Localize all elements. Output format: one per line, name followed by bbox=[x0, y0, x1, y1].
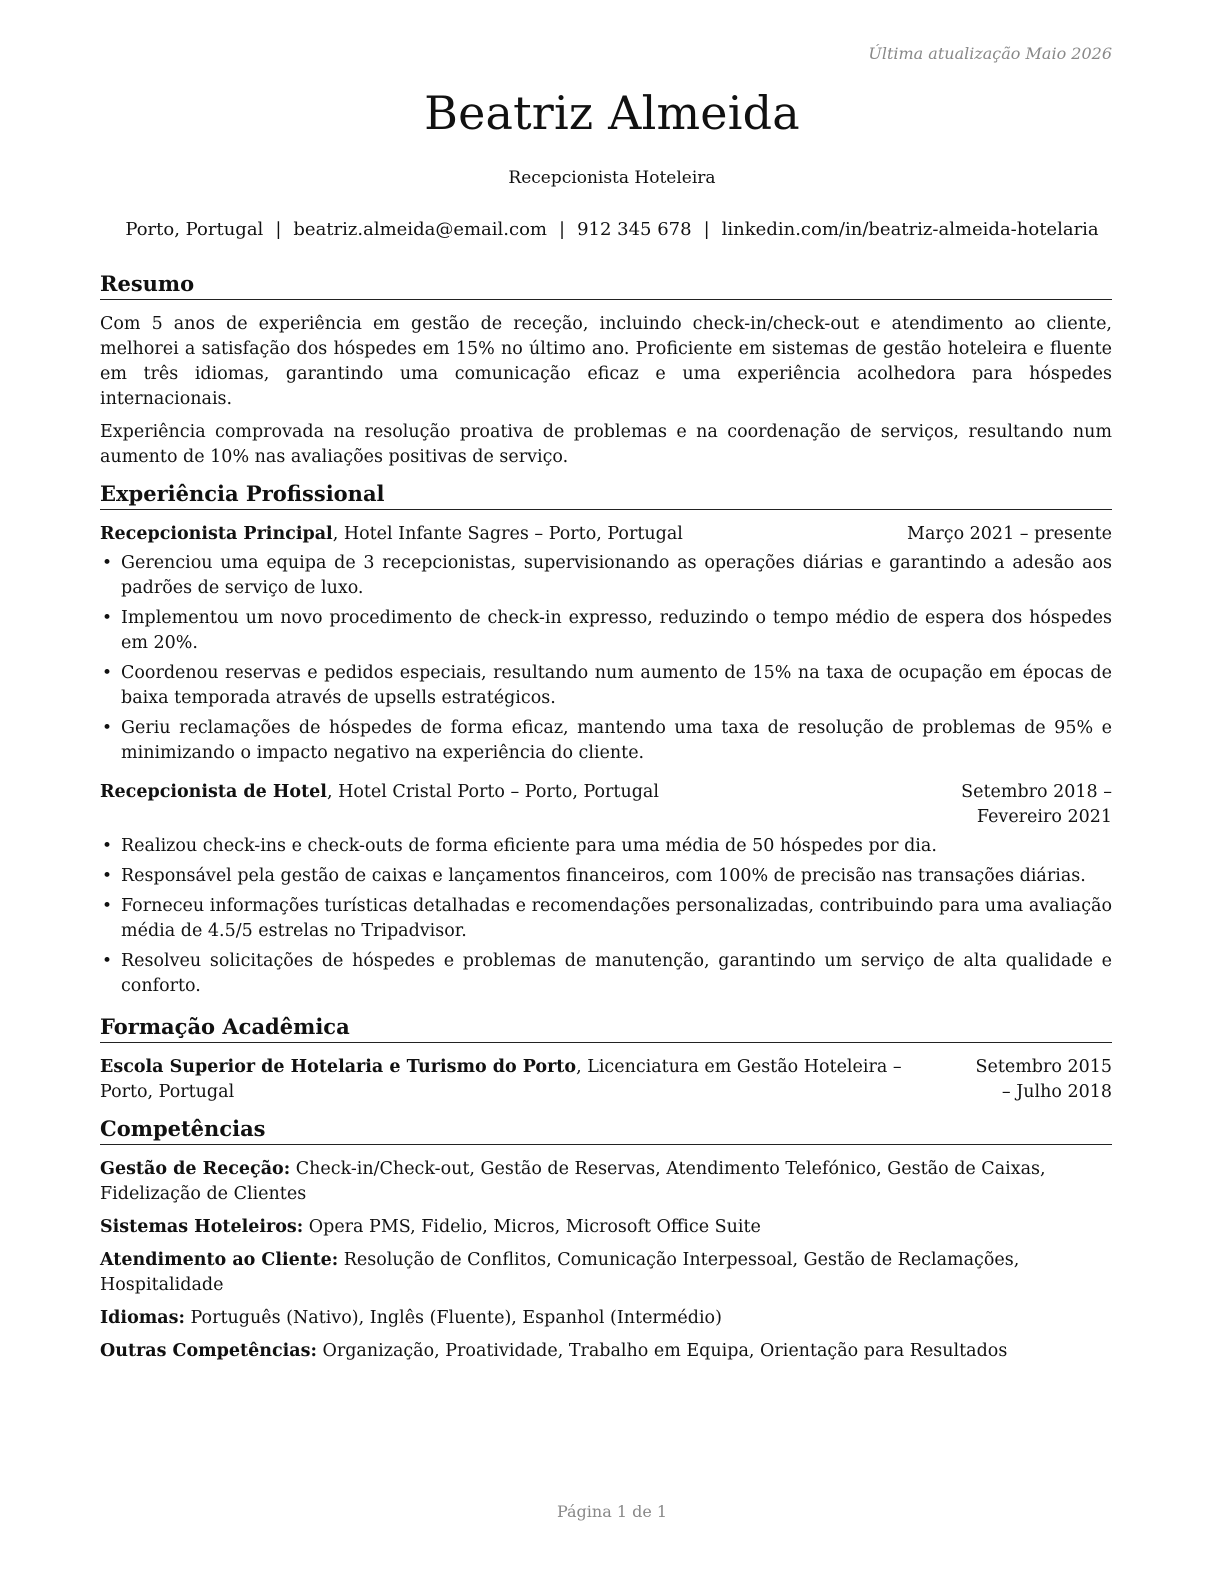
bullet-text: Implementou um novo procedimento de check-in expresso, reduzindo o tempo médio de espera dos hóspedes em 20%. bbox=[121, 608, 1112, 653]
job-role: Recepcionista de Hotel bbox=[100, 782, 327, 802]
summary-section bbox=[100, 270, 1112, 470]
contact-separator: | bbox=[275, 219, 282, 240]
list-item bbox=[100, 661, 1112, 711]
bullet-icon: • bbox=[102, 718, 113, 738]
job-dates: Setembro 2018 – Fevereiro 2021 bbox=[961, 782, 1112, 827]
contact-phone: 912 345 678 bbox=[577, 219, 692, 240]
section-heading-education: Formação Acadêmica bbox=[100, 1013, 1112, 1043]
education-entry bbox=[100, 1055, 1112, 1105]
bullet-icon: • bbox=[102, 608, 113, 628]
page-number: Página 1 de 1 bbox=[556, 1502, 668, 1521]
bullet-text: Gerenciou uma equipa de 3 recepcionistas, supervisionando as operações diárias e garantindo a adesão aos padrões de serviço de luxo. bbox=[121, 553, 1112, 598]
contact-email[interactable]: beatriz.almeida@email.com bbox=[293, 219, 547, 240]
contact-separator: | bbox=[559, 219, 566, 240]
job-bullets bbox=[100, 551, 1112, 766]
job-employer: , Hotel Infante Sagres – Porto, Portugal bbox=[332, 524, 683, 544]
skill-value: Português (Nativo), Inglês (Fluente), Espanhol (Intermédio) bbox=[184, 1308, 722, 1328]
summary-paragraph: Com 5 anos de experiência em gestão de receção, incluindo check-in/check-out e atendimento ao cliente, melhorei a satisfação dos hóspedes em 15% no último ano. Proficiente em sistemas de gestão hoteleira e fluente em três idiomas, garantindo uma comunicação eficaz e uma experiência acolhedora para hóspedes internacionais. bbox=[100, 314, 1112, 409]
skill-label: Sistemas Hoteleiros: bbox=[100, 1217, 304, 1237]
skill-value: Resolução de Conflitos, Comunicação Interpessoal, Gestão de Reclamações, Hospitalidade bbox=[100, 1250, 1020, 1295]
education-dates: Setembro 2015 – Julho 2018 bbox=[975, 1057, 1112, 1102]
bullet-icon: • bbox=[102, 866, 113, 886]
list-item bbox=[100, 606, 1112, 656]
list-item bbox=[100, 716, 1112, 766]
bullet-text: Responsável pela gestão de caixas e lançamentos financeiros, com 100% de precisão nas transações diárias. bbox=[121, 866, 1086, 886]
skill-value: Check-in/Check-out, Gestão de Reservas, Atendimento Telefónico, Gestão de Caixas, Fidelização de Clientes bbox=[100, 1159, 1046, 1204]
contact-line bbox=[0, 219, 1224, 240]
education-section bbox=[100, 1013, 1112, 1105]
skills-section bbox=[100, 1115, 1112, 1364]
skill-label: Atendimento ao Cliente: bbox=[100, 1250, 339, 1270]
list-item bbox=[100, 551, 1112, 601]
education-details: , Licenciatura em Gestão Hoteleira – Porto, Portugal bbox=[100, 1057, 902, 1102]
skill-label: Idiomas: bbox=[100, 1308, 185, 1328]
skill-value: Organização, Proatividade, Trabalho em Equipa, Orientação para Resultados bbox=[316, 1341, 1008, 1361]
skill-row bbox=[100, 1157, 1112, 1207]
job-role: Recepcionista Principal bbox=[100, 524, 333, 544]
education-school: Escola Superior de Hotelaria e Turismo do Porto bbox=[100, 1057, 577, 1077]
bullet-icon: • bbox=[102, 663, 113, 683]
bullet-icon: • bbox=[102, 836, 113, 856]
education-line bbox=[100, 1055, 960, 1105]
section-heading-experience: Experiência Profissional bbox=[100, 480, 1112, 510]
bullet-icon: • bbox=[102, 896, 113, 916]
job-title-line bbox=[100, 780, 659, 805]
experience-section bbox=[100, 480, 1112, 999]
candidate-title: Recepcionista Hoteleira bbox=[508, 168, 716, 188]
bullet-text: Resolveu solicitações de hóspedes e problemas de manutenção, garantindo um serviço de alta qualidade e conforto. bbox=[121, 951, 1112, 996]
bullet-text: Geriu reclamações de hóspedes de forma eficaz, mantendo uma taxa de resolução de problemas de 95% e minimizando o impacto negativo na experiência do cliente. bbox=[121, 718, 1112, 763]
last-updated-note: Última atualização Maio 2026 bbox=[868, 44, 1112, 63]
resume-body bbox=[100, 270, 1112, 1374]
skill-value: Opera PMS, Fidelio, Micros, Microsoft Office Suite bbox=[303, 1217, 761, 1237]
list-item bbox=[100, 834, 1112, 859]
section-heading-summary: Resumo bbox=[100, 270, 1112, 300]
list-item bbox=[100, 894, 1112, 944]
bullet-text: Forneceu informações turísticas detalhadas e recomendações personalizadas, contribuindo para uma avaliação média de 4.5/5 estrelas no Tripadvisor. bbox=[121, 896, 1112, 941]
job-bullets bbox=[100, 834, 1112, 999]
job-employer: , Hotel Cristal Porto – Porto, Portugal bbox=[326, 782, 659, 802]
job-header bbox=[100, 522, 1112, 547]
skill-row bbox=[100, 1306, 1112, 1331]
skill-row bbox=[100, 1339, 1112, 1364]
skill-label: Outras Competências: bbox=[100, 1341, 317, 1361]
skill-label: Gestão de Receção: bbox=[100, 1159, 291, 1179]
job-dates: Março 2021 – presente bbox=[907, 524, 1112, 544]
list-item bbox=[100, 949, 1112, 999]
skill-row bbox=[100, 1248, 1112, 1298]
summary-paragraph: Experiência comprovada na resolução proativa de problemas e na coordenação de serviços, resultando num aumento de 10% nas avaliações positivas de serviço. bbox=[100, 422, 1112, 467]
bullet-icon: • bbox=[102, 553, 113, 573]
bullet-text: Coordenou reservas e pedidos especiais, resultando num aumento de 15% na taxa de ocupação em épocas de baixa temporada através de upsells estratégicos. bbox=[121, 663, 1112, 708]
list-item bbox=[100, 864, 1112, 889]
skill-row bbox=[100, 1215, 1112, 1240]
job-header bbox=[100, 780, 1112, 830]
bullet-icon: • bbox=[102, 951, 113, 971]
candidate-name: Beatriz Almeida bbox=[424, 86, 800, 140]
section-heading-skills: Competências bbox=[100, 1115, 1112, 1145]
contact-linkedin[interactable]: linkedin.com/in/beatriz-almeida-hotelaria bbox=[721, 219, 1099, 240]
contact-location: Porto, Portugal bbox=[125, 219, 264, 240]
bullet-text: Realizou check-ins e check-outs de forma eficiente para uma média de 50 hóspedes por dia. bbox=[121, 836, 937, 856]
job-title-line bbox=[100, 522, 683, 547]
contact-separator: | bbox=[703, 219, 710, 240]
